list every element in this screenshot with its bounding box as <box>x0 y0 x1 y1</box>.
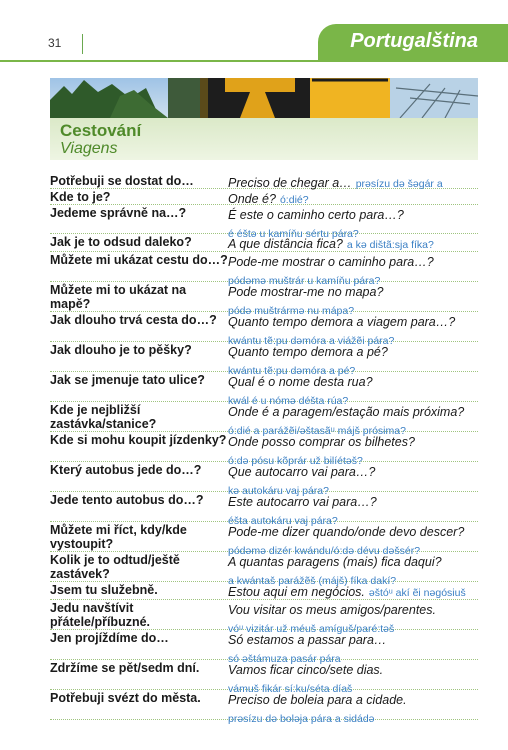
czech-phrase: Kde si mohu koupit jízdenky? <box>50 433 227 447</box>
portuguese-phrase: A que distância fica? <box>228 237 343 251</box>
pronunciation: a kə dištã:sja fíka? <box>346 239 434 251</box>
czech-phrase: Můžete mi to ukázat na mapě? <box>50 283 187 311</box>
portuguese-cell <box>228 630 478 665</box>
portuguese-cell <box>228 205 478 240</box>
czech-phrase: Můžete mi říct, kdy/kde vystoupit? <box>50 523 187 551</box>
czech-phrase: Kde je nejbližší zastávka/stanice? <box>50 403 157 431</box>
czech-phrase: Jak dlouho trvá cesta do…? <box>50 313 217 327</box>
czech-phrase: Jedu navštívit přátele/příbuzné. <box>50 601 151 629</box>
portuguese-cell <box>228 173 478 188</box>
portuguese-phrase: Que autocarro vai para…? <box>228 465 376 479</box>
phrase-row <box>50 582 478 600</box>
portuguese-cell <box>228 189 478 204</box>
portuguese-cell <box>228 252 478 287</box>
portuguese-cell <box>228 234 478 251</box>
section-photo <box>50 78 478 118</box>
portuguese-cell <box>228 312 478 347</box>
phrase-row <box>50 312 478 347</box>
portuguese-phrase: Onde posso comprar os bilhetes? <box>228 435 415 449</box>
portuguese-cell <box>228 402 478 437</box>
portuguese-cell <box>228 372 478 407</box>
czech-phrase: Kde to je? <box>50 190 111 204</box>
phrase-row <box>50 372 478 407</box>
czech-phrase: Potřebuji svézt do města. <box>50 691 201 705</box>
pronunciation: só əštámuza pasár pára <box>228 653 341 665</box>
phrase-row <box>50 282 478 317</box>
portuguese-phrase: Vamos ficar cinco/sete dias. <box>228 663 384 677</box>
portuguese-phrase: Só estamos a passar para… <box>228 633 387 647</box>
czech-phrase: Jak je to odsud daleko? <box>50 235 192 249</box>
czech-phrase: Jedeme správně na…? <box>50 206 187 220</box>
portuguese-phrase: Quanto tempo demora a viagem para…? <box>228 315 456 329</box>
czech-phrase: Jak dlouho je to pěšky? <box>50 343 192 357</box>
phrase-row <box>50 462 478 497</box>
phrase-row <box>50 402 478 437</box>
phrase-row <box>50 189 478 205</box>
section-title: Cestování <box>60 121 142 140</box>
portuguese-phrase: Qual é o nome desta rua? <box>228 375 373 389</box>
pronunciation: kwál é u nómə déšta rúa? <box>228 395 349 407</box>
portuguese-phrase: Preciso de chegar a… <box>228 176 352 190</box>
page-number: 31 <box>48 36 62 50</box>
phrase-row <box>50 630 478 665</box>
portuguese-cell <box>228 342 478 377</box>
pronunciation: pódəmə dizér kwándu/ó:də dévu dəšsér? <box>228 545 421 557</box>
pronunciation: vámuš fikár sí:ku/séta díaš <box>228 683 353 695</box>
phrase-row <box>50 492 478 527</box>
pronunciation: kə autokáru vaj pára? <box>228 485 329 497</box>
chapter-title: Portugalština <box>350 30 478 52</box>
section-heading-band <box>50 118 478 160</box>
pronunciation: prəsízu də šəgár a <box>355 178 443 190</box>
header-rule <box>0 60 508 62</box>
pronunciation: pódəmə muštrár u kamíňu pára? <box>228 275 381 287</box>
pronunciation: a kwántaš parážẽš (májš) fíka dakí? <box>228 575 397 587</box>
section-subtitle: Viagens <box>60 140 118 157</box>
chapter-title-tab <box>318 24 508 60</box>
czech-phrase: Zdržíme se pět/sedm dní. <box>50 661 200 675</box>
czech-phrase: Jak se jmenuje tato ulice? <box>50 373 205 387</box>
portuguese-cell <box>228 660 478 695</box>
portuguese-phrase: Pode-me dizer quando/onde devo descer? <box>228 525 465 539</box>
czech-phrase: Potřebuji se dostat do… <box>50 174 194 188</box>
czech-phrase: Jede tento autobus do…? <box>50 493 204 507</box>
phrase-list <box>50 173 478 725</box>
czech-phrase: Kolik je to odtud/ještě zastávek? <box>50 553 180 581</box>
phrase-row <box>50 342 478 377</box>
pronunciation: kwántu tẽ:pu dəmóra a viážẽi pára? <box>228 335 395 347</box>
czech-phrase: Jen projíždíme do… <box>50 631 169 645</box>
pronunciation: kwántu tẽ:pu dəmóra a pé? <box>228 365 356 377</box>
pronunciation: pódə muštrármə nu mápa? <box>228 305 355 317</box>
portuguese-cell <box>228 690 478 725</box>
czech-phrase: Jsem tu služebně. <box>50 583 158 597</box>
portuguese-phrase: Pode-me mostrar o caminho para…? <box>228 255 434 269</box>
phrase-row <box>50 552 478 587</box>
portuguese-cell <box>228 462 478 497</box>
phrase-row <box>50 205 478 240</box>
pronunciation: vóᵘ vizitár už méuš amíguš/paré:təš <box>228 623 395 635</box>
portuguese-cell <box>228 282 478 317</box>
portuguese-phrase: Este autocarro vai para…? <box>228 495 377 509</box>
portuguese-phrase: Quanto tempo demora a pé? <box>228 345 388 359</box>
road-sign-photo <box>50 78 478 118</box>
portuguese-phrase: É este o caminho certo para…? <box>228 208 404 222</box>
portuguese-cell <box>228 432 478 467</box>
pronunciation: ó:dié? <box>279 194 309 206</box>
portuguese-cell <box>228 522 478 557</box>
pronunciation: əštóᵘ akí ẽi nəgósiuš <box>368 587 466 599</box>
portuguese-phrase: Vou visitar os meus amigos/parentes. <box>228 603 436 617</box>
portuguese-phrase: Onde é? <box>228 192 276 206</box>
phrase-row <box>50 690 478 725</box>
pronunciation: éšta autokáru vaj pára? <box>228 515 338 527</box>
pronunciation: prəsízu də boləja pára a sidádə <box>228 713 375 725</box>
phrase-row <box>50 234 478 252</box>
portuguese-cell <box>228 582 478 599</box>
portuguese-cell <box>228 492 478 527</box>
pronunciation: ó:də pósu kõprár už bilíétəš? <box>228 455 363 467</box>
phrase-row <box>50 522 478 557</box>
portuguese-phrase: Preciso de boleia para a cidade. <box>228 693 407 707</box>
czech-phrase: Můžete mi ukázat cestu do…? <box>50 253 228 267</box>
portuguese-phrase: Onde é a paragem/estação mais próxima? <box>228 405 465 419</box>
portuguese-cell <box>228 600 478 635</box>
phrase-row <box>50 660 478 695</box>
portuguese-phrase: Pode mostrar-me no mapa? <box>228 285 384 299</box>
page-number-divider <box>82 34 83 54</box>
pronunciation: ó:dié a parážẽi/əštasãᵘ májš prósima? <box>228 425 406 437</box>
phrase-row <box>50 432 478 467</box>
phrase-row <box>50 173 478 189</box>
pronunciation: é éštə u kamíňu sértu pára? <box>228 228 359 240</box>
phrase-row <box>50 600 478 635</box>
portuguese-phrase: A quantas paragens (mais) fica daqui? <box>228 555 442 569</box>
portuguese-phrase: Estou aqui em negócios. <box>228 585 365 599</box>
portuguese-cell <box>228 552 478 587</box>
page-header <box>0 0 508 62</box>
czech-phrase: Který autobus jede do…? <box>50 463 202 477</box>
phrase-row <box>50 252 478 287</box>
